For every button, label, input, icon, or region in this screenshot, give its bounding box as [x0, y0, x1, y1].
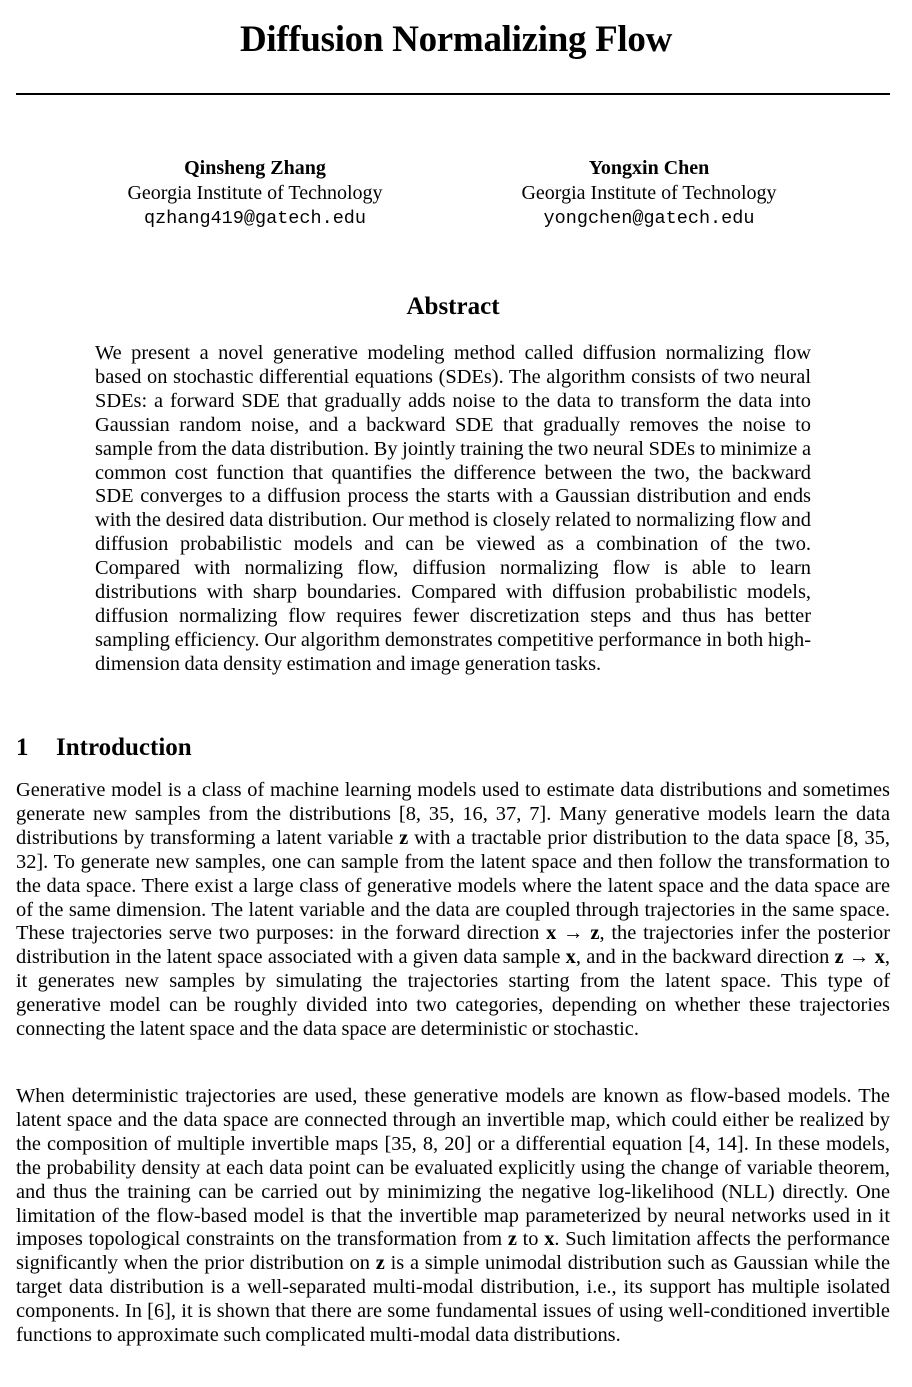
author-affiliation: Georgia Institute of Technology [521, 182, 777, 204]
author-block-1 [65, 156, 445, 231]
section-heading [16, 732, 192, 764]
text-run: , it generates new samples by simulating the trajectories starting from the latent space. This type of generative model can be roughly divided into two categories, depending on whether these trajectories connecting the latent space and the data space are deterministic or stochastic. [16, 946, 891, 1041]
text-run: , and in the backward direction [575, 946, 835, 969]
section-title: Introduction [56, 734, 192, 761]
math-var: z [375, 1252, 385, 1275]
text-run: is a simple unimodal distribution such as Gaussian while the target data distribution is a well-separated multi-modal distribution, i.e., its support has multiple isolated components. In [6], it is shown that there are some fundamental issues of using well-conditioned invertible functions to approximate such complicated multi-modal data distributions. [16, 1252, 890, 1347]
arrow-symbol: → [843, 946, 875, 969]
text-run: . Such limitation affects the performance significantly when the prior distribution on [16, 1228, 890, 1275]
intro-paragraph-1 [16, 779, 890, 1042]
math-var: z [507, 1228, 517, 1251]
text-run: , the trajectories infer the posterior distribution in the latent space associated with a given data sample [16, 922, 890, 969]
intro-paragraph-2 [16, 1085, 890, 1348]
title-rule [16, 93, 890, 95]
text-run: Generative model is a class of machine learning models used to estimate data distributions and sometimes generate new samples from the distributions [8, 35, 16, 37, 7]. Many generative models learn the data distributions by transforming a latent variable [16, 779, 890, 849]
arrow-symbol: → [556, 922, 591, 945]
author-name: Yongxin Chen [588, 157, 710, 179]
section-number: 1 [16, 734, 29, 761]
math-var: x [874, 946, 885, 969]
text-run: with a tractable prior distribution to the data space [8, 35, 32]. To generate new samples, one can sample from the latent space and then follow the transformation to the data space. There exist a large class of generative models where the latent space and the data space are of the same dimension. The latent variable and the data are coupled through trajectories in the same space. These trajectories serve two purposes: in the forward direction [16, 826, 890, 945]
abstract-heading: Abstract [406, 293, 500, 320]
author-email: yongchen@gatech.edu [543, 208, 755, 229]
author-email: qzhang419@gatech.edu [143, 208, 367, 229]
paper-title: Diffusion Normalizing Flow [239, 19, 673, 60]
author-name: Qinsheng Zhang [184, 157, 326, 179]
author-block-2 [459, 156, 839, 231]
math-var: x [565, 946, 576, 969]
text-run: When deterministic trajectories are used, these generative models are known as flow-based models. The latent space and the data space are connected through an invertible map, which could either be realized by the composition of multiple invertible maps [35, 8, 20] or a differential equation [4, 14]. In these models, the probability density at each data point can be evaluated explicitly using the change of variable theorem, and thus the training can be carried out by minimizing the negative log-likelihood (NLL) directly. One limitation of the flow-based model is that the invertible map parameterized by neural networks used in it imposes topological constraints on the transformation from [16, 1085, 890, 1251]
math-var: z [834, 946, 844, 969]
abstract-text: We present a novel generative modeling method called diffusion normalizing flow based on stochastic differential equations (SDEs). The algorithm consists of two neural SDEs: a forward SDE that gradually adds noise to the data to transform the data into Gaussian random noise, and a backward SDE that gradually removes the noise to sample from the data distribution. By jointly training the two neural SDEs to minimize a common cost function that quantifies the difference between the two, the backward SDE converges to a diffusion process the starts with a Gaussian distribution and ends with the desired data distribution. Our method is closely related to normalizing flow and diffusion probabilistic models and can be viewed as a combination of the two. Compared with normalizing flow, diffusion normalizing flow is able to learn distributions with sharp boundaries. Compared with diffusion probabilistic models, diffusion normalizing flow requires fewer discretization steps and thus has better sampling efficiency. Our algorithm demonstrates competitive performance in both high-dimension data density estimation and image generation tasks. [95, 342, 811, 675]
text-run: to [516, 1228, 545, 1251]
math-var: z [399, 826, 409, 849]
math-var: x [546, 922, 557, 945]
author-affiliation: Georgia Institute of Technology [127, 182, 383, 204]
math-var: x [544, 1228, 555, 1251]
math-var: z [590, 922, 600, 945]
